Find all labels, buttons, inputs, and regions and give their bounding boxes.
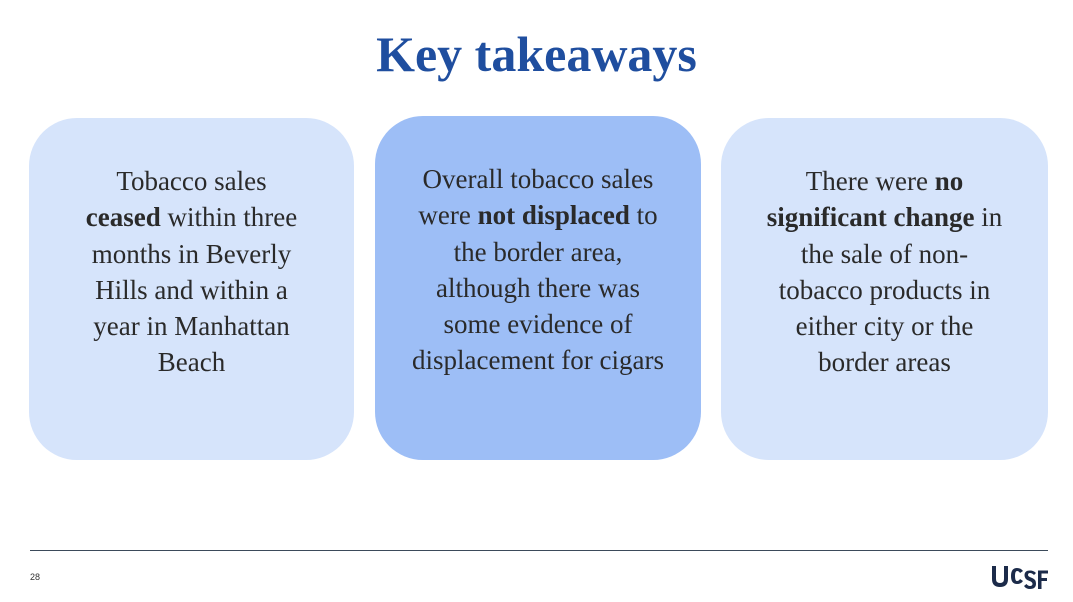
slide-title: Key takeaways [376,26,697,82]
card-1-text-b: within three months in Beverly Hills and within a year in Manhattan Beach [91,202,298,378]
page-number: 28 [30,572,41,582]
takeaway-card-2 [375,116,701,460]
card-2-text-a: Overall tobacco sales were [418,164,654,231]
card-2-text-bold: not displaced [477,200,630,231]
card-3-text-bold: no significant change [766,166,975,233]
card-3-text-b: in the sale of non-tobacco products in either city or the border areas [778,202,1003,378]
footer-divider [30,550,1048,551]
ucsf-logo [990,562,1050,592]
takeaway-card-3 [721,118,1048,460]
takeaway-card-1 [29,118,354,460]
card-1-text-bold: ceased [85,202,161,233]
card-1-text-a: Tobacco sales [116,166,267,196]
card-2-text-b: to the border area, although there was some evidence of displacement for cigars [412,200,664,376]
card-3-text-a: There were [805,166,935,196]
